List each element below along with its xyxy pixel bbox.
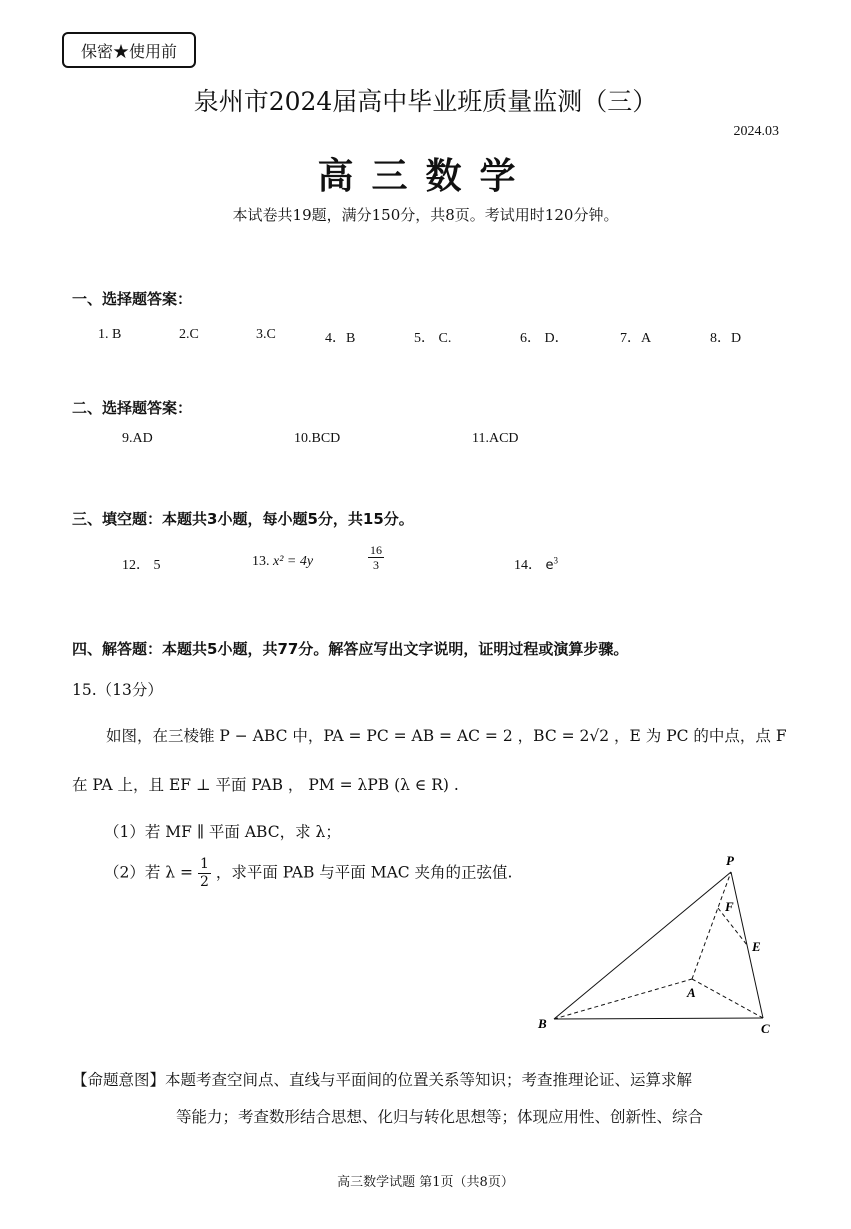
answer-6: 6． D． (520, 331, 569, 346)
question-15-header: 15.（13分） (72, 681, 163, 699)
exam-date: 2024.03 (733, 124, 779, 139)
exam-intro: 本试卷共19题，满分150分，共8页。考试用时120分钟。 (232, 206, 619, 224)
edge-BC (554, 1018, 763, 1019)
part2-fraction-denominator: 2 (199, 874, 209, 890)
intent-line1 (72, 1068, 692, 1090)
section3-heading: 三、填空题：本题共3小题，每小题5分，共15分。 (72, 510, 414, 528)
answer-7: 7．A (620, 331, 652, 346)
section2-heading: 二、选择题答案： (72, 399, 193, 417)
answer-3: 3.C (256, 327, 276, 342)
edge-AC (692, 979, 763, 1018)
intent-label: 【命题意图】 (72, 1071, 166, 1089)
question-15-line2: 在 PA 上，且 EF ⊥ 平面 PAB ， PM = λPB (λ ∈ R) . (72, 776, 459, 794)
label-P: P (726, 853, 734, 868)
answer-13 (252, 554, 313, 570)
answer-4: 4．B (325, 331, 356, 346)
fraction-denominator: 3 (373, 558, 379, 572)
section4-heading: 四、解答题：本题共5小题，共77分。解答应写出文字说明，证明过程或演算步骤。 (72, 640, 629, 658)
answer-5: 5． C. (414, 331, 452, 346)
answer-8: 8．D (710, 331, 742, 346)
label-C: C (761, 1021, 770, 1036)
intent-text-2: 等能力；考查数形结合思想、化归与转化思想等；体现应用性、创新性、综合 (176, 1108, 704, 1126)
page-footer: 高三数学试题 第1页（共8页） (337, 1175, 514, 1190)
intent-text-1: 本题考查空间点、直线与平面间的位置关系等知识；考查推理论证、运算求解 (165, 1071, 693, 1089)
answer-14 (514, 554, 558, 574)
answer-13-label: 13. (252, 554, 270, 569)
answer-10: 10.BCD (294, 431, 341, 446)
question-15-line1: 如图，在三棱锥 P − ABC 中，PA = PC = AB = AC = 2 ，BC = 2√2 ，E 为 PC 的中点，点 F (106, 727, 787, 745)
question-15-part1: （1）若 MF ∥ 平面 ABC，求 λ； (104, 823, 341, 841)
section1-heading: 一、选择题答案： (72, 290, 193, 308)
label-E: E (752, 939, 761, 954)
answer-2: 2.C (179, 327, 199, 342)
answer-1: 1. B (98, 327, 122, 342)
answer-11: 11.ACD (472, 431, 519, 446)
label-B: B (538, 1016, 547, 1031)
part2-suffix: ，求平面 PAB 与平面 MAC 夹角的正弦值. (215, 863, 513, 882)
answer-14-value: e (545, 558, 554, 573)
answer-13-equation: x² = 4y (273, 554, 314, 569)
label-A: A (687, 985, 696, 1000)
label-F: F (725, 899, 734, 914)
answer-12: 12． 5 (122, 558, 161, 573)
part2-fraction-numerator: 1 (199, 856, 209, 872)
confidential-badge: 保密★使用前 (62, 32, 196, 68)
question-15-part2 (104, 856, 512, 891)
pyramid-figure (530, 848, 780, 1038)
answer-9: 9.AD (122, 431, 153, 446)
part2-prefix: （2）若 λ = (104, 863, 194, 882)
exam-title: 泉州市2024届高中毕业班质量监测（三） (193, 87, 658, 116)
answer-13-fraction (368, 543, 384, 572)
answer-14-label: 14． (514, 558, 542, 573)
fraction-numerator: 16 (370, 543, 382, 557)
answer-14-exponent: 3 (553, 555, 558, 566)
edge-BA (554, 979, 692, 1019)
subject-title: 高三数学 (317, 155, 534, 197)
